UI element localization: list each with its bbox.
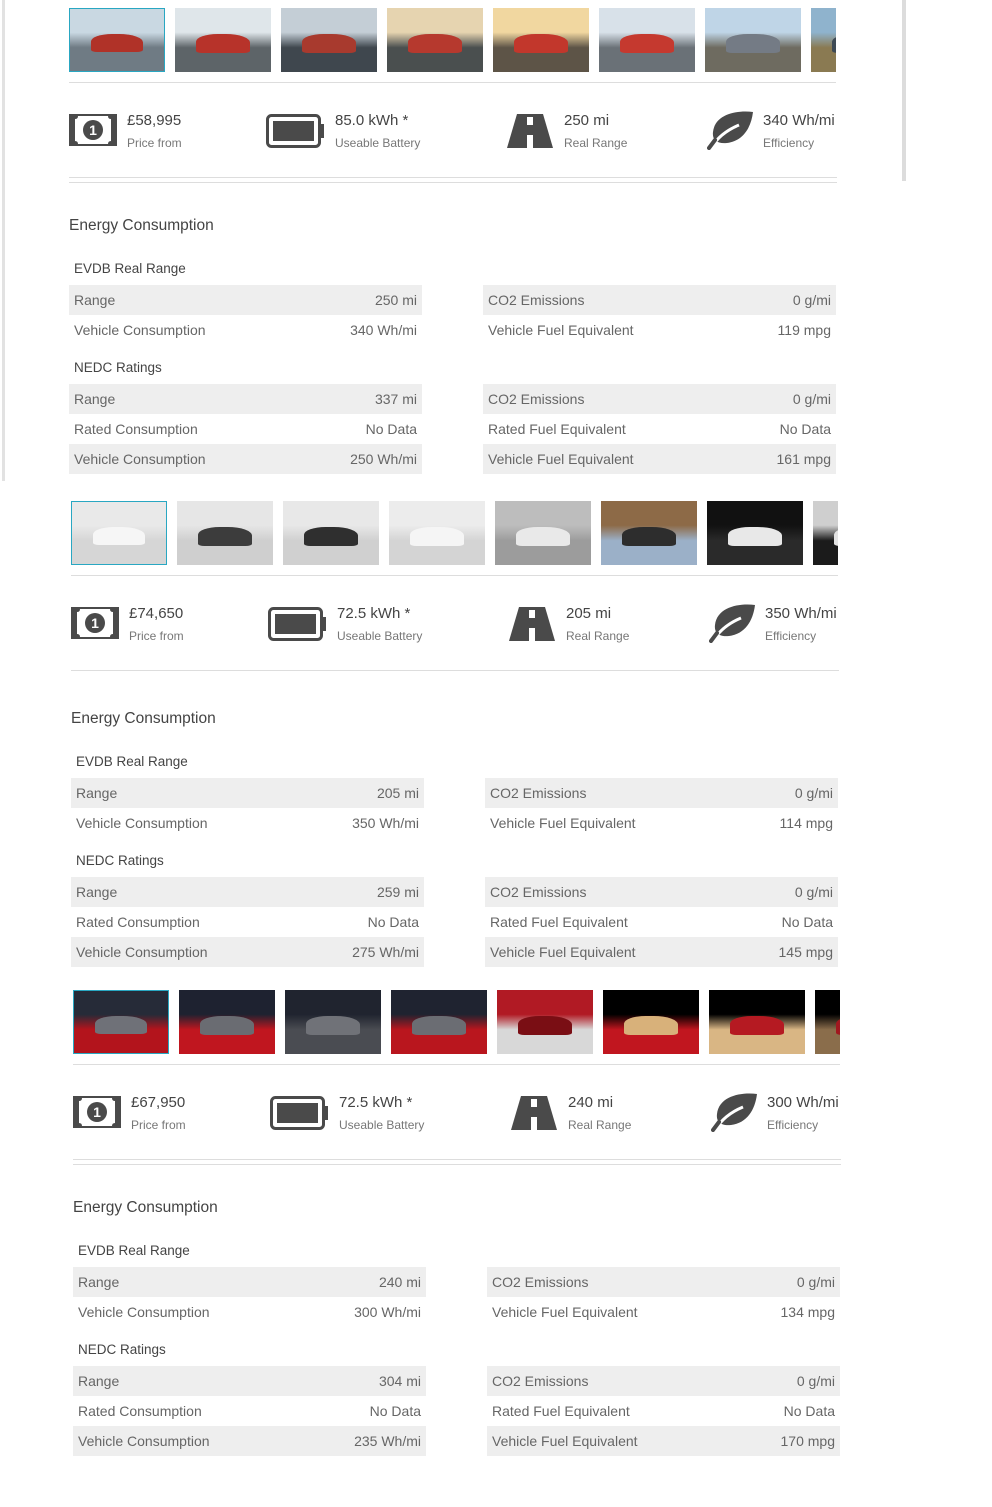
thumbnail-image[interactable] bbox=[815, 990, 840, 1054]
section-title: Energy Consumption bbox=[71, 710, 216, 727]
row-value: 0 g/mi bbox=[794, 785, 833, 801]
car-shape bbox=[410, 527, 464, 546]
thumbnail-image[interactable] bbox=[283, 501, 379, 565]
row-label: Vehicle Consumption bbox=[74, 322, 206, 338]
range-label: Real Range bbox=[566, 629, 630, 643]
spec-table-nedc-left bbox=[69, 384, 422, 474]
stat-battery bbox=[270, 1094, 470, 1136]
table-row bbox=[69, 285, 422, 315]
table-row bbox=[73, 1267, 426, 1297]
thumbnail-image[interactable] bbox=[599, 8, 695, 72]
spec-table-evdb-right bbox=[485, 778, 838, 838]
row-label: Rated Consumption bbox=[74, 421, 198, 437]
battery-value: 72.5 kWh * bbox=[337, 605, 411, 622]
table-row bbox=[71, 778, 424, 808]
spec-table-nedc-right bbox=[487, 1366, 840, 1456]
car-shape bbox=[730, 1016, 784, 1035]
leaf-icon bbox=[707, 110, 755, 155]
group-title-nedc: NEDC Ratings bbox=[78, 1342, 166, 1357]
row-value: No Data bbox=[369, 1403, 421, 1419]
car-shape bbox=[412, 1016, 466, 1035]
table-row bbox=[69, 444, 422, 474]
battery-label: Useable Battery bbox=[337, 629, 423, 643]
group-title-evdb: EVDB Real Range bbox=[74, 261, 186, 276]
car-shape bbox=[728, 527, 782, 546]
car-shape bbox=[302, 34, 356, 53]
row-value: 0 g/mi bbox=[794, 884, 833, 900]
divider bbox=[71, 575, 838, 576]
spec-table-evdb-left bbox=[71, 778, 424, 838]
row-label: Rated Fuel Equivalent bbox=[488, 421, 626, 437]
thumbnail-image[interactable] bbox=[603, 990, 699, 1054]
row-label: Range bbox=[78, 1274, 120, 1290]
table-row bbox=[69, 315, 422, 345]
row-value: 161 mpg bbox=[776, 451, 831, 467]
stat-battery bbox=[268, 605, 468, 647]
table-row bbox=[69, 414, 422, 444]
efficiency-value: 300 Wh/mi bbox=[767, 1094, 839, 1111]
row-value: 340 Wh/mi bbox=[350, 322, 417, 338]
table-row bbox=[73, 1366, 426, 1396]
row-label: Vehicle Consumption bbox=[78, 1433, 210, 1449]
row-label: CO2 Emissions bbox=[490, 884, 587, 900]
road-icon bbox=[511, 1096, 557, 1135]
table-row bbox=[71, 877, 424, 907]
row-label: Vehicle Fuel Equivalent bbox=[490, 944, 636, 960]
car-shape bbox=[518, 1016, 572, 1035]
row-value: 0 g/mi bbox=[796, 1373, 835, 1389]
row-label: Vehicle Fuel Equivalent bbox=[492, 1304, 638, 1320]
table-row bbox=[71, 808, 424, 838]
thumbnail-image[interactable] bbox=[707, 501, 803, 565]
stat-price bbox=[71, 605, 261, 647]
stat-battery bbox=[266, 112, 466, 154]
banknote-icon bbox=[69, 114, 117, 151]
car-shape bbox=[834, 527, 838, 546]
row-label: CO2 Emissions bbox=[488, 292, 585, 308]
left-border bbox=[2, 0, 5, 481]
range-label: Real Range bbox=[568, 1118, 632, 1132]
spec-table-evdb-right bbox=[483, 285, 836, 345]
row-value: 114 mpg bbox=[779, 815, 833, 831]
row-label: Vehicle Consumption bbox=[74, 451, 206, 467]
section-title: Energy Consumption bbox=[69, 217, 214, 234]
price-label: Price from bbox=[129, 629, 184, 643]
row-label: Vehicle Consumption bbox=[78, 1304, 210, 1320]
row-value: 119 mpg bbox=[777, 322, 831, 338]
thumbnail-image[interactable] bbox=[387, 8, 483, 72]
row-label: Rated Fuel Equivalent bbox=[490, 914, 628, 930]
efficiency-label: Efficiency bbox=[767, 1118, 819, 1132]
table-row bbox=[483, 285, 836, 315]
road-icon bbox=[507, 114, 553, 153]
section-title: Energy Consumption bbox=[73, 1199, 218, 1216]
stat-price bbox=[73, 1094, 263, 1136]
svg-text:1: 1 bbox=[93, 1104, 101, 1120]
car-shape bbox=[726, 34, 780, 53]
row-value: 0 g/mi bbox=[792, 292, 831, 308]
row-label: Range bbox=[78, 1373, 120, 1389]
efficiency-label: Efficiency bbox=[763, 136, 815, 150]
row-value: 337 mi bbox=[374, 391, 417, 407]
row-label: CO2 Emissions bbox=[490, 785, 587, 801]
price-label: Price from bbox=[131, 1118, 186, 1132]
thumbnail-strip[interactable] bbox=[71, 501, 838, 565]
table-row bbox=[73, 1426, 426, 1456]
thumbnail-image[interactable] bbox=[71, 501, 167, 565]
row-label: CO2 Emissions bbox=[492, 1373, 589, 1389]
car-shape bbox=[304, 527, 358, 546]
group-title-nedc: NEDC Ratings bbox=[74, 360, 162, 375]
row-value: No Data bbox=[779, 421, 831, 437]
table-row bbox=[71, 937, 424, 967]
divider bbox=[69, 182, 837, 183]
thumbnail-image[interactable] bbox=[811, 8, 836, 72]
table-row bbox=[487, 1366, 840, 1396]
divider bbox=[69, 82, 836, 83]
stat-range bbox=[509, 605, 699, 647]
divider bbox=[73, 1064, 840, 1065]
spec-table-nedc-left bbox=[73, 1366, 426, 1456]
battery-icon bbox=[268, 607, 328, 646]
car-shape bbox=[198, 527, 252, 546]
thumbnail-image[interactable] bbox=[285, 990, 381, 1054]
spec-table-nedc-right bbox=[485, 877, 838, 967]
divider bbox=[69, 177, 837, 178]
table-row bbox=[487, 1267, 840, 1297]
range-label: Real Range bbox=[564, 136, 628, 150]
efficiency-value: 350 Wh/mi bbox=[765, 605, 837, 622]
spec-table-evdb-left bbox=[69, 285, 422, 345]
row-label: Rated Fuel Equivalent bbox=[492, 1403, 630, 1419]
row-value: 350 Wh/mi bbox=[352, 815, 419, 831]
car-shape bbox=[95, 1016, 148, 1035]
group-title-evdb: EVDB Real Range bbox=[78, 1243, 190, 1258]
row-value: No Data bbox=[781, 914, 833, 930]
range-value: 205 mi bbox=[566, 605, 612, 622]
table-row bbox=[483, 414, 836, 444]
divider bbox=[73, 1164, 841, 1165]
row-label: Range bbox=[76, 884, 118, 900]
battery-label: Useable Battery bbox=[339, 1118, 425, 1132]
thumbnail-image[interactable] bbox=[391, 990, 487, 1054]
row-label: Range bbox=[76, 785, 118, 801]
leaf-icon bbox=[709, 603, 757, 648]
car-shape bbox=[620, 34, 674, 53]
row-value: 0 g/mi bbox=[796, 1274, 835, 1290]
stat-price bbox=[69, 112, 259, 154]
row-value: No Data bbox=[365, 421, 417, 437]
table-row bbox=[485, 877, 838, 907]
group-title-evdb: EVDB Real Range bbox=[76, 754, 188, 769]
car-shape bbox=[93, 527, 146, 546]
table-row bbox=[485, 808, 838, 838]
table-row bbox=[71, 907, 424, 937]
car-shape bbox=[622, 527, 676, 546]
banknote-icon bbox=[73, 1096, 121, 1133]
road-icon bbox=[509, 607, 555, 646]
table-row bbox=[483, 384, 836, 414]
row-value: 235 Wh/mi bbox=[354, 1433, 421, 1449]
stat-range bbox=[507, 112, 697, 154]
spec-table-nedc-right bbox=[483, 384, 836, 474]
row-value: No Data bbox=[367, 914, 419, 930]
range-value: 240 mi bbox=[568, 1094, 614, 1111]
spec-table-evdb-right bbox=[487, 1267, 840, 1327]
thumbnail-image[interactable] bbox=[497, 990, 593, 1054]
svg-text:1: 1 bbox=[91, 615, 99, 631]
car-shape bbox=[516, 527, 570, 546]
table-row bbox=[73, 1396, 426, 1426]
table-row bbox=[69, 384, 422, 414]
row-label: Range bbox=[74, 292, 116, 308]
thumbnail-strip[interactable] bbox=[73, 990, 840, 1054]
thumbnail-image[interactable] bbox=[813, 501, 838, 565]
stat-efficiency bbox=[711, 1094, 851, 1136]
car-shape bbox=[836, 1016, 840, 1035]
table-row bbox=[485, 937, 838, 967]
table-row bbox=[485, 907, 838, 937]
car-shape bbox=[306, 1016, 360, 1035]
stat-range bbox=[511, 1094, 701, 1136]
key-stats bbox=[69, 112, 849, 154]
thumbnail-image[interactable] bbox=[281, 8, 377, 72]
thumbnail-image[interactable] bbox=[709, 990, 805, 1054]
price-label: Price from bbox=[127, 136, 182, 150]
car-shape bbox=[91, 34, 144, 53]
row-value: 170 mpg bbox=[780, 1433, 835, 1449]
battery-icon bbox=[270, 1096, 330, 1135]
row-value: 240 mi bbox=[378, 1274, 421, 1290]
thumbnail-image[interactable] bbox=[175, 8, 271, 72]
battery-value: 72.5 kWh * bbox=[339, 1094, 413, 1111]
row-value: 250 Wh/mi bbox=[350, 451, 417, 467]
group-title-nedc: NEDC Ratings bbox=[76, 853, 164, 868]
stat-efficiency bbox=[709, 605, 849, 647]
car-shape bbox=[196, 34, 250, 53]
row-label: Range bbox=[74, 391, 116, 407]
row-value: 0 g/mi bbox=[792, 391, 831, 407]
table-row bbox=[487, 1297, 840, 1327]
thumbnail-image[interactable] bbox=[69, 8, 165, 72]
thumbnail-image[interactable] bbox=[495, 501, 591, 565]
range-value: 250 mi bbox=[564, 112, 610, 129]
stat-efficiency bbox=[707, 112, 847, 154]
efficiency-value: 340 Wh/mi bbox=[763, 112, 835, 129]
thumbnail-image[interactable] bbox=[493, 8, 589, 72]
thumbnail-image[interactable] bbox=[389, 501, 485, 565]
price-value: £74,650 bbox=[129, 605, 184, 622]
row-label: Rated Consumption bbox=[76, 914, 200, 930]
efficiency-label: Efficiency bbox=[765, 629, 817, 643]
car-shape bbox=[514, 34, 568, 53]
spec-table-nedc-left bbox=[71, 877, 424, 967]
thumbnail-strip[interactable] bbox=[69, 8, 836, 72]
row-label: Vehicle Fuel Equivalent bbox=[488, 322, 634, 338]
row-value: 304 mi bbox=[378, 1373, 421, 1389]
row-value: 145 mpg bbox=[778, 944, 833, 960]
row-value: 275 Wh/mi bbox=[352, 944, 419, 960]
divider bbox=[71, 670, 839, 671]
thumbnail-image[interactable] bbox=[601, 501, 697, 565]
table-row bbox=[483, 315, 836, 345]
divider bbox=[73, 1159, 841, 1160]
car-shape bbox=[832, 34, 836, 53]
row-label: Vehicle Fuel Equivalent bbox=[492, 1433, 638, 1449]
banknote-icon bbox=[71, 607, 119, 644]
leaf-icon bbox=[711, 1092, 759, 1137]
table-row bbox=[73, 1297, 426, 1327]
row-value: 134 mpg bbox=[780, 1304, 835, 1320]
row-value: 300 Wh/mi bbox=[354, 1304, 421, 1320]
thumbnail-image[interactable] bbox=[705, 8, 801, 72]
car-shape bbox=[408, 34, 462, 53]
row-label: Vehicle Consumption bbox=[76, 815, 208, 831]
row-value: 205 mi bbox=[376, 785, 419, 801]
car-shape bbox=[624, 1016, 678, 1035]
row-label: CO2 Emissions bbox=[488, 391, 585, 407]
table-row bbox=[487, 1396, 840, 1426]
key-stats bbox=[73, 1094, 853, 1136]
table-row bbox=[483, 444, 836, 474]
car-shape bbox=[200, 1016, 254, 1035]
thumbnail-image[interactable] bbox=[73, 990, 169, 1054]
svg-text:1: 1 bbox=[89, 122, 97, 138]
spec-table-evdb-left bbox=[73, 1267, 426, 1327]
row-label: Rated Consumption bbox=[78, 1403, 202, 1419]
battery-label: Useable Battery bbox=[335, 136, 421, 150]
battery-icon bbox=[266, 114, 326, 153]
price-value: £58,995 bbox=[127, 112, 182, 129]
row-label: Vehicle Fuel Equivalent bbox=[490, 815, 636, 831]
key-stats bbox=[71, 605, 851, 647]
row-value: 259 mi bbox=[376, 884, 419, 900]
thumbnail-image[interactable] bbox=[179, 990, 275, 1054]
thumbnail-image[interactable] bbox=[177, 501, 273, 565]
price-value: £67,950 bbox=[131, 1094, 186, 1111]
row-label: Vehicle Fuel Equivalent bbox=[488, 451, 634, 467]
table-row bbox=[485, 778, 838, 808]
table-row bbox=[487, 1426, 840, 1456]
scrollbar[interactable] bbox=[902, 0, 906, 181]
row-value: 250 mi bbox=[374, 292, 417, 308]
row-label: Vehicle Consumption bbox=[76, 944, 208, 960]
row-label: CO2 Emissions bbox=[492, 1274, 589, 1290]
battery-value: 85.0 kWh * bbox=[335, 112, 409, 129]
row-value: No Data bbox=[783, 1403, 835, 1419]
